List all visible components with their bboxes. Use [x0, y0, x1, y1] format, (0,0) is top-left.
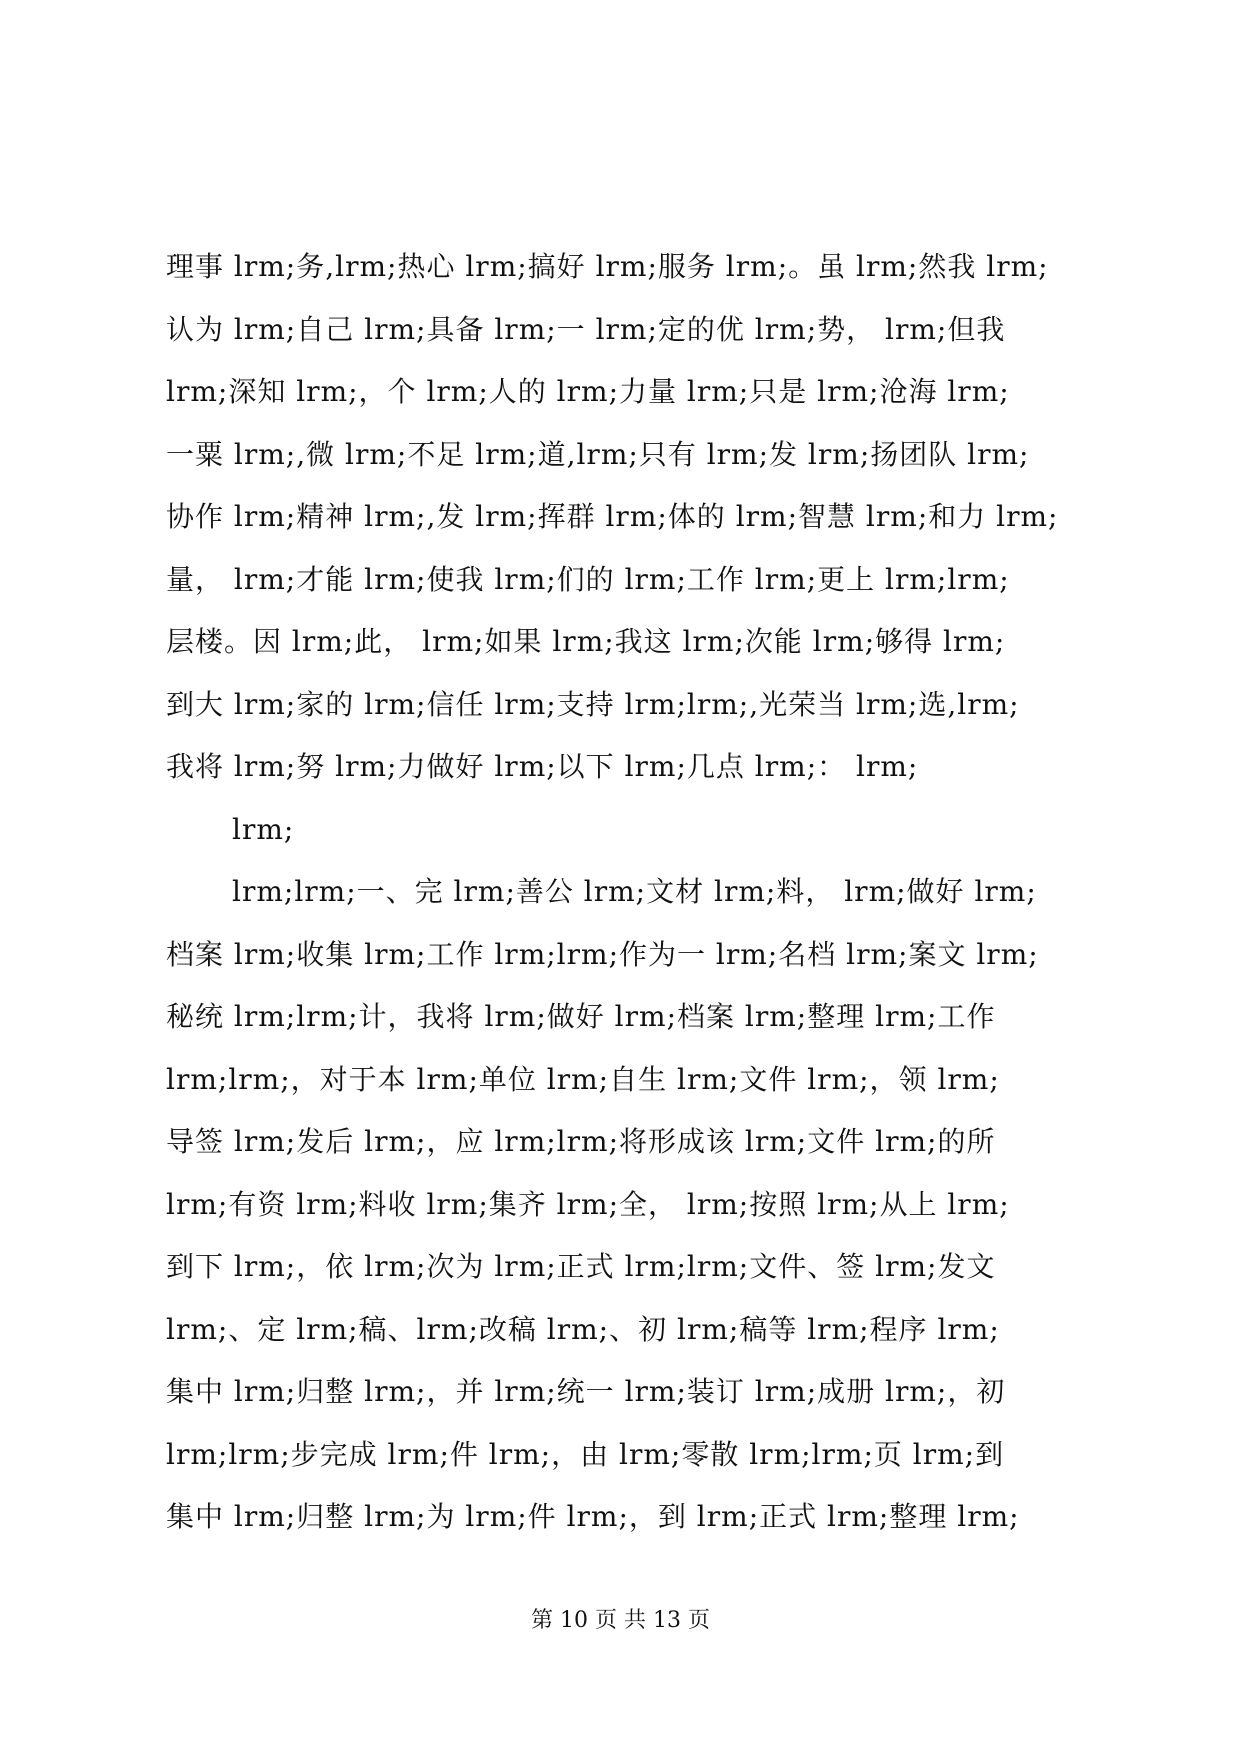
text-line: lrm;lrm;，对于本 lrm;单位 lrm;自生 lrm;文件 lrm;，领 lrm; — [166, 1062, 1000, 1096]
text-line: lrm;深知 lrm;，个 lrm;人的 lrm;力量 lrm;只是 lrm;沧海 lrm; — [166, 375, 1010, 408]
text-line: 我将 lrm;努 lrm;力做好 lrm;以下 lrm;几点 lrm;： lrm; — [166, 750, 919, 783]
text-line: lrm;、定 lrm;稿、lrm;改稿 lrm;、初 lrm;稿等 lrm;程序 lrm; — [166, 1312, 1000, 1346]
text-line: 档案 lrm;收集 lrm;工作 lrm;lrm;作为一 lrm;名档 lrm;案文 lrm; — [166, 937, 1039, 971]
text-line: 协作 lrm;精神 lrm;,发 lrm;挥群 lrm;体的 lrm;智慧 lrm;和力 lrm; — [166, 500, 1059, 533]
text-line: 导签 lrm;发后 lrm;，应 lrm;lrm;将形成该 lrm;文件 lrm;的所 — [166, 1125, 996, 1158]
text-line: 到下 lrm;，依 lrm;次为 lrm;正式 lrm;lrm;文件、签 lrm;发文 — [166, 1250, 996, 1283]
text-line: 到大 lrm;家的 lrm;信任 lrm;支持 lrm;lrm;,光荣当 lrm;选,lrm; — [166, 687, 1020, 721]
text-line: 量， lrm;才能 lrm;使我 lrm;们的 lrm;工作 lrm;更上 lrm;lrm; — [166, 562, 1010, 596]
paragraph-start-line: lrm;lrm;一、完 lrm;善公 lrm;文材 lrm;料， lrm;做好 lrm; — [232, 875, 1037, 908]
text-line: 认为 lrm;自己 lrm;具备 lrm;一 lrm;定的优 lrm;势， lrm;但我 — [166, 312, 1006, 346]
text-line: 一粟 lrm;,微 lrm;不足 lrm;道,lrm;只有 lrm;发 lrm;扬团队 lrm; — [166, 437, 1030, 471]
text-line: 秘统 lrm;lrm;计，我将 lrm;做好 lrm;档案 lrm;整理 lrm;工作 — [166, 1000, 996, 1033]
text-line: 理事 lrm;务,lrm;热心 lrm;搞好 lrm;服务 lrm;。虽 lrm;然我 lrm; — [166, 250, 1049, 283]
text-line: 层楼。因 lrm;此， lrm;如果 lrm;我这 lrm;次能 lrm;够得 lrm; — [166, 625, 1006, 658]
page-number-footer: 第 10 页 共 13 页 — [531, 1608, 710, 1633]
text-line: lrm;lrm;步完成 lrm;件 lrm;，由 lrm;零散 lrm;lrm;页 lrm;到 — [166, 1437, 1005, 1471]
text-line: 集中 lrm;归整 lrm;为 lrm;件 lrm;，到 lrm;正式 lrm;整理 lrm; — [166, 1500, 1020, 1533]
document-body — [166, 236, 1096, 1549]
text-line: lrm;有资 lrm;料收 lrm;集齐 lrm;全， lrm;按照 lrm;从上 lrm; — [166, 1187, 1010, 1221]
text-line: lrm; — [232, 812, 295, 846]
text-line: 集中 lrm;归整 lrm;，并 lrm;统一 lrm;装订 lrm;成册 lrm;，初 — [166, 1375, 1006, 1408]
